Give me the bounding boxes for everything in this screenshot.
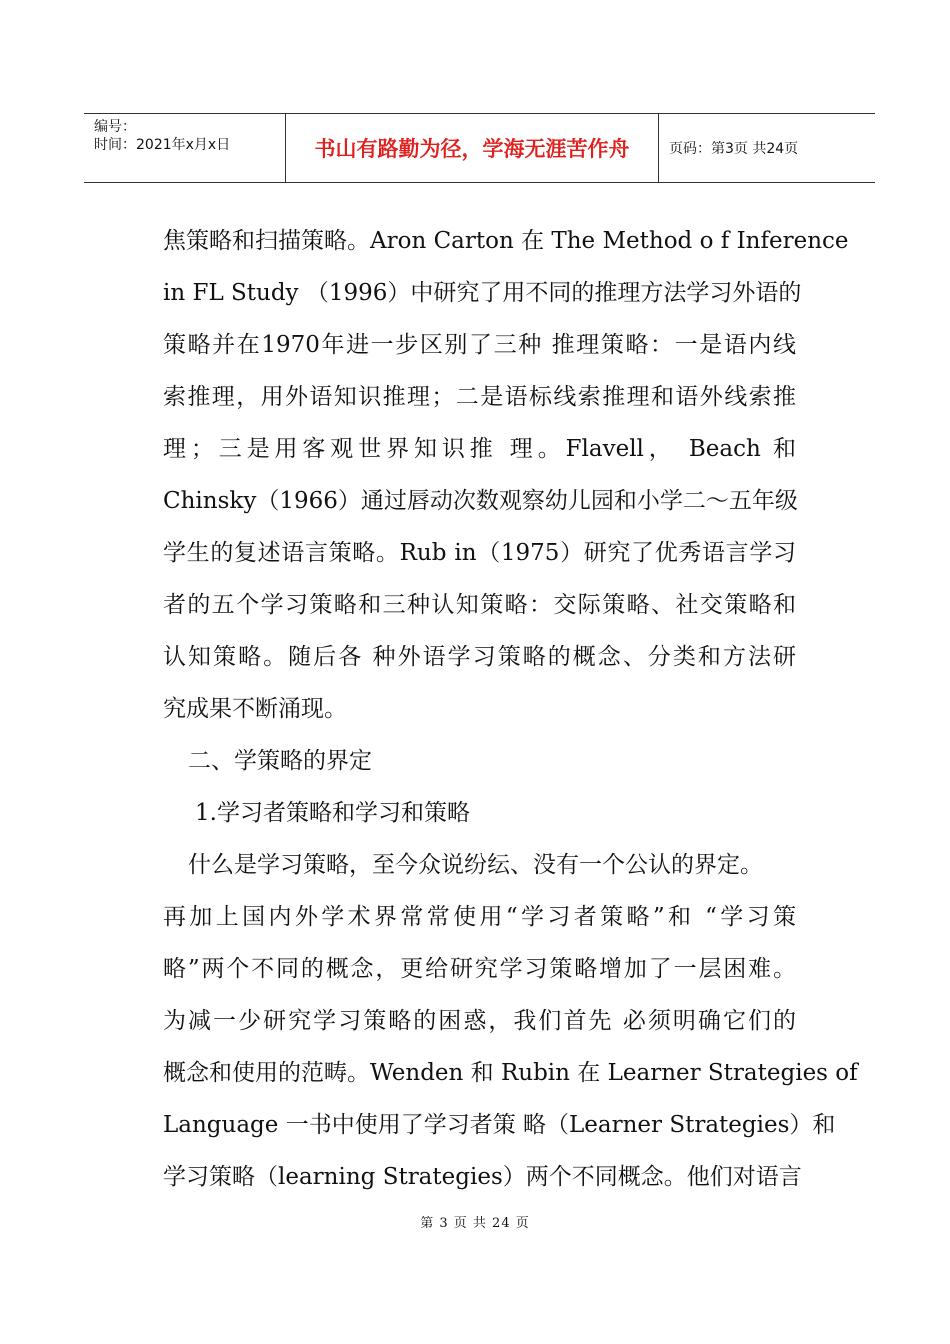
body-line: 焦策略和扫描策略。Aron Carton 在 The Method o f Inference	[163, 228, 849, 254]
subsection-heading: 1.学习者策略和学习和策略	[195, 800, 470, 826]
body-line: 学习策略（learning Strategies）两个不同概念。他们对语言	[163, 1164, 802, 1190]
body-line: 策略并在1970年进一步区别了三种 推理策略：一是语内线	[163, 332, 796, 358]
body-line: 理；三是用客观世界知识推 理。Flavell， Beach 和	[163, 436, 796, 462]
header-motto: 书山有路勤为径，学海无涯苦作舟	[285, 114, 659, 182]
body-line: 学生的复述语言策略。Rub in（1975）研究了优秀语言学习	[163, 540, 796, 566]
document-time-label: 时间：2021年x月x日	[94, 137, 231, 153]
body-line: 者的五个学习策略和三种认知策略：交际策略、社交策略和	[163, 592, 796, 618]
header-page-info: 页码：第3页 共24页	[669, 141, 799, 157]
page-footer: 第 3 页 共 24 页	[420, 1216, 530, 1231]
body-line: 认知策略。随后各 种外语学习策略的概念、分类和方法研	[163, 644, 796, 670]
body-line: 再加上国内外学术界常常使用“学习者策略”和 “学习策	[163, 904, 796, 930]
body-line: 究成果不断涌现。	[163, 696, 347, 722]
document-body	[163, 215, 858, 1203]
body-line: 略”两个不同的概念，更给研究学习策略增加了一层困难。	[163, 956, 796, 982]
body-line: 概念和使用的范畴。Wenden 和 Rubin 在 Learner Strategies of	[163, 1060, 858, 1086]
body-line: 什么是学习策略，至今众说纷纭、没有一个公认的界定。	[188, 852, 763, 878]
body-line: Chinsky（1966）通过唇动次数观察幼儿园和小学二～五年级	[163, 488, 798, 514]
document-number-label: 编号：	[94, 119, 136, 135]
body-line: in FL Study （1996）中研究了用不同的推理方法学习外语的	[163, 280, 802, 306]
page-header	[84, 113, 875, 183]
section-heading: 二、学策略的界定	[188, 748, 372, 774]
header-meta-cell	[84, 114, 285, 182]
body-line: Language 一书中使用了学习者策 略（Learner Strategies）和	[163, 1112, 836, 1138]
body-line: 为减一少研究学习策略的困惑，我们首先 必须明确它们的	[163, 1008, 796, 1034]
body-line: 索推理，用外语知识推理；二是语标线索推理和语外线索推	[163, 384, 796, 410]
